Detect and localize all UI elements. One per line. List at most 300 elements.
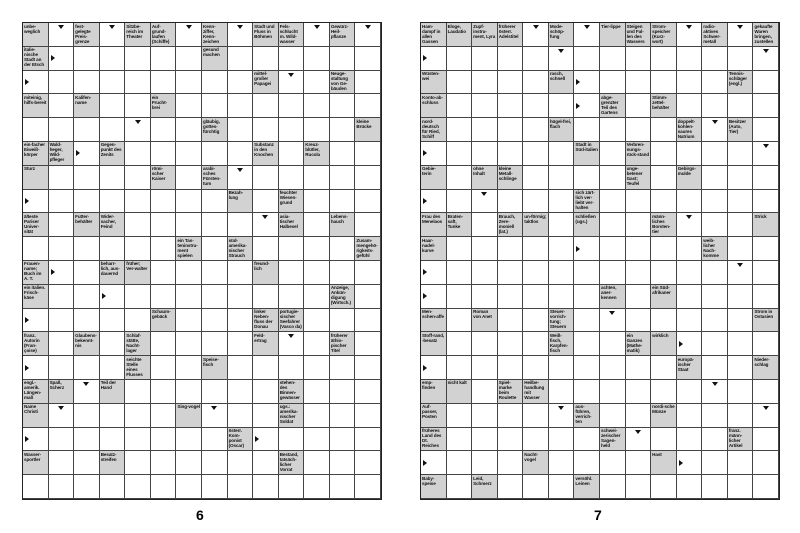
answer-cell[interactable] — [472, 332, 498, 356]
answer-cell[interactable] — [23, 475, 49, 499]
answer-cell[interactable] — [574, 380, 600, 404]
answer-cell[interactable] — [702, 309, 728, 333]
answer-cell[interactable] — [125, 237, 151, 261]
answer-cell[interactable] — [728, 94, 754, 118]
answer-cell[interactable] — [49, 166, 75, 190]
answer-cell[interactable] — [151, 71, 177, 95]
answer-cell[interactable] — [151, 285, 177, 309]
answer-cell[interactable] — [304, 166, 330, 190]
answer-cell[interactable] — [355, 94, 381, 118]
answer-cell[interactable] — [279, 71, 305, 95]
answer-cell[interactable] — [330, 451, 356, 475]
answer-cell[interactable] — [74, 475, 100, 499]
answer-cell[interactable] — [728, 142, 754, 166]
answer-cell[interactable] — [151, 47, 177, 71]
answer-cell[interactable] — [523, 166, 549, 190]
answer-cell[interactable] — [176, 190, 202, 214]
answer-cell[interactable] — [279, 118, 305, 142]
answer-cell[interactable] — [330, 190, 356, 214]
answer-cell[interactable] — [600, 356, 626, 380]
answer-cell[interactable] — [753, 285, 779, 309]
answer-cell[interactable] — [472, 428, 498, 452]
answer-cell[interactable] — [651, 261, 677, 285]
answer-cell[interactable] — [49, 94, 75, 118]
answer-cell[interactable] — [447, 285, 473, 309]
answer-cell[interactable] — [574, 309, 600, 333]
answer-cell[interactable] — [228, 71, 254, 95]
answer-cell[interactable] — [228, 356, 254, 380]
answer-cell[interactable] — [304, 23, 330, 47]
answer-cell[interactable] — [355, 166, 381, 190]
answer-cell[interactable] — [49, 309, 75, 333]
answer-cell[interactable] — [49, 356, 75, 380]
answer-cell[interactable] — [355, 428, 381, 452]
answer-cell[interactable] — [100, 428, 126, 452]
answer-cell[interactable] — [176, 213, 202, 237]
answer-cell[interactable] — [549, 428, 575, 452]
answer-cell[interactable] — [74, 71, 100, 95]
answer-cell[interactable] — [100, 309, 126, 333]
answer-cell[interactable] — [176, 475, 202, 499]
answer-cell[interactable] — [651, 380, 677, 404]
answer-cell[interactable] — [253, 94, 279, 118]
answer-cell[interactable] — [549, 261, 575, 285]
answer-cell[interactable] — [728, 475, 754, 499]
answer-cell[interactable] — [523, 309, 549, 333]
answer-cell[interactable] — [23, 309, 49, 333]
answer-cell[interactable] — [49, 71, 75, 95]
answer-cell[interactable] — [202, 261, 228, 285]
answer-cell[interactable] — [677, 404, 703, 428]
answer-cell[interactable] — [702, 380, 728, 404]
answer-cell[interactable] — [549, 237, 575, 261]
answer-cell[interactable] — [304, 285, 330, 309]
answer-cell[interactable] — [355, 142, 381, 166]
answer-cell[interactable] — [447, 118, 473, 142]
answer-cell[interactable] — [125, 166, 151, 190]
answer-cell[interactable] — [253, 237, 279, 261]
answer-cell[interactable] — [728, 380, 754, 404]
answer-cell[interactable] — [253, 213, 279, 237]
answer-cell[interactable] — [600, 118, 626, 142]
answer-cell[interactable] — [753, 142, 779, 166]
answer-cell[interactable] — [74, 237, 100, 261]
answer-cell[interactable] — [100, 285, 126, 309]
answer-cell[interactable] — [472, 451, 498, 475]
answer-cell[interactable] — [23, 237, 49, 261]
answer-cell[interactable] — [202, 94, 228, 118]
answer-cell[interactable] — [176, 285, 202, 309]
answer-cell[interactable] — [523, 71, 549, 95]
answer-cell[interactable] — [202, 332, 228, 356]
answer-cell[interactable] — [600, 71, 626, 95]
answer-cell[interactable] — [498, 190, 524, 214]
answer-cell[interactable] — [651, 142, 677, 166]
answer-cell[interactable] — [472, 237, 498, 261]
answer-cell[interactable] — [100, 404, 126, 428]
answer-cell[interactable] — [228, 23, 254, 47]
answer-cell[interactable] — [447, 332, 473, 356]
answer-cell[interactable] — [677, 285, 703, 309]
answer-cell[interactable] — [677, 380, 703, 404]
answer-cell[interactable] — [498, 47, 524, 71]
answer-cell[interactable] — [677, 428, 703, 452]
answer-cell[interactable] — [523, 94, 549, 118]
answer-cell[interactable] — [626, 451, 652, 475]
answer-cell[interactable] — [279, 261, 305, 285]
answer-cell[interactable] — [728, 23, 754, 47]
answer-cell[interactable] — [202, 475, 228, 499]
answer-cell[interactable] — [355, 71, 381, 95]
answer-cell[interactable] — [549, 166, 575, 190]
answer-cell[interactable] — [279, 237, 305, 261]
answer-cell[interactable] — [125, 213, 151, 237]
answer-cell[interactable] — [202, 404, 228, 428]
answer-cell[interactable] — [523, 190, 549, 214]
answer-cell[interactable] — [202, 451, 228, 475]
answer-cell[interactable] — [125, 142, 151, 166]
answer-cell[interactable] — [228, 404, 254, 428]
answer-cell[interactable] — [100, 332, 126, 356]
answer-cell[interactable] — [176, 428, 202, 452]
answer-cell[interactable] — [330, 47, 356, 71]
answer-cell[interactable] — [228, 213, 254, 237]
answer-cell[interactable] — [523, 142, 549, 166]
answer-cell[interactable] — [626, 309, 652, 333]
answer-cell[interactable] — [100, 118, 126, 142]
answer-cell[interactable] — [626, 71, 652, 95]
answer-cell[interactable] — [523, 404, 549, 428]
answer-cell[interactable] — [279, 475, 305, 499]
answer-cell[interactable] — [472, 71, 498, 95]
answer-cell[interactable] — [355, 213, 381, 237]
answer-cell[interactable] — [498, 237, 524, 261]
answer-cell[interactable] — [574, 285, 600, 309]
answer-cell[interactable] — [728, 285, 754, 309]
answer-cell[interactable] — [304, 71, 330, 95]
answer-cell[interactable] — [421, 47, 447, 71]
answer-cell[interactable] — [574, 237, 600, 261]
answer-cell[interactable] — [472, 118, 498, 142]
answer-cell[interactable] — [355, 23, 381, 47]
answer-cell[interactable] — [728, 309, 754, 333]
answer-cell[interactable] — [447, 47, 473, 71]
answer-cell[interactable] — [574, 118, 600, 142]
answer-cell[interactable] — [176, 23, 202, 47]
answer-cell[interactable] — [176, 166, 202, 190]
answer-cell[interactable] — [74, 166, 100, 190]
answer-cell[interactable] — [626, 356, 652, 380]
answer-cell[interactable] — [330, 356, 356, 380]
answer-cell[interactable] — [523, 475, 549, 499]
answer-cell[interactable] — [600, 166, 626, 190]
answer-cell[interactable] — [472, 285, 498, 309]
answer-cell[interactable] — [523, 428, 549, 452]
answer-cell[interactable] — [702, 71, 728, 95]
answer-cell[interactable] — [100, 23, 126, 47]
answer-cell[interactable] — [421, 190, 447, 214]
answer-cell[interactable] — [728, 332, 754, 356]
answer-cell[interactable] — [626, 237, 652, 261]
answer-cell[interactable] — [74, 285, 100, 309]
answer-cell[interactable] — [702, 332, 728, 356]
answer-cell[interactable] — [753, 451, 779, 475]
answer-cell[interactable] — [228, 166, 254, 190]
answer-cell[interactable] — [651, 237, 677, 261]
answer-cell[interactable] — [498, 118, 524, 142]
answer-cell[interactable] — [279, 47, 305, 71]
answer-cell[interactable] — [549, 404, 575, 428]
answer-cell[interactable] — [355, 451, 381, 475]
answer-cell[interactable] — [753, 166, 779, 190]
answer-cell[interactable] — [702, 356, 728, 380]
answer-cell[interactable] — [253, 404, 279, 428]
answer-cell[interactable] — [600, 332, 626, 356]
answer-cell[interactable] — [728, 47, 754, 71]
answer-cell[interactable] — [447, 404, 473, 428]
answer-cell[interactable] — [49, 475, 75, 499]
answer-cell[interactable] — [498, 285, 524, 309]
answer-cell[interactable] — [151, 380, 177, 404]
answer-cell[interactable] — [549, 94, 575, 118]
answer-cell[interactable] — [574, 332, 600, 356]
answer-cell[interactable] — [49, 213, 75, 237]
answer-cell[interactable] — [228, 118, 254, 142]
answer-cell[interactable] — [253, 475, 279, 499]
answer-cell[interactable] — [304, 237, 330, 261]
answer-cell[interactable] — [498, 356, 524, 380]
answer-cell[interactable] — [498, 71, 524, 95]
answer-cell[interactable] — [304, 213, 330, 237]
answer-cell[interactable] — [626, 380, 652, 404]
answer-cell[interactable] — [651, 309, 677, 333]
answer-cell[interactable] — [151, 356, 177, 380]
answer-cell[interactable] — [49, 404, 75, 428]
answer-cell[interactable] — [355, 47, 381, 71]
answer-cell[interactable] — [330, 166, 356, 190]
answer-cell[interactable] — [677, 261, 703, 285]
answer-cell[interactable] — [355, 190, 381, 214]
answer-cell[interactable] — [253, 47, 279, 71]
answer-cell[interactable] — [677, 47, 703, 71]
answer-cell[interactable] — [728, 166, 754, 190]
answer-cell[interactable] — [176, 94, 202, 118]
answer-cell[interactable] — [753, 190, 779, 214]
answer-cell[interactable] — [202, 71, 228, 95]
answer-cell[interactable] — [574, 428, 600, 452]
answer-cell[interactable] — [677, 71, 703, 95]
answer-cell[interactable] — [498, 94, 524, 118]
answer-cell[interactable] — [355, 309, 381, 333]
answer-cell[interactable] — [355, 475, 381, 499]
answer-cell[interactable] — [677, 23, 703, 47]
answer-cell[interactable] — [330, 428, 356, 452]
answer-cell[interactable] — [447, 71, 473, 95]
answer-cell[interactable] — [651, 356, 677, 380]
answer-cell[interactable] — [49, 332, 75, 356]
answer-cell[interactable] — [355, 285, 381, 309]
answer-cell[interactable] — [574, 166, 600, 190]
answer-cell[interactable] — [421, 451, 447, 475]
answer-cell[interactable] — [447, 356, 473, 380]
answer-cell[interactable] — [523, 237, 549, 261]
answer-cell[interactable] — [498, 332, 524, 356]
answer-cell[interactable] — [125, 428, 151, 452]
answer-cell[interactable] — [549, 380, 575, 404]
answer-cell[interactable] — [728, 237, 754, 261]
answer-cell[interactable] — [600, 475, 626, 499]
answer-cell[interactable] — [253, 285, 279, 309]
answer-cell[interactable] — [677, 475, 703, 499]
answer-cell[interactable] — [304, 94, 330, 118]
answer-cell[interactable] — [600, 309, 626, 333]
answer-cell[interactable] — [728, 261, 754, 285]
answer-cell[interactable] — [626, 213, 652, 237]
answer-cell[interactable] — [330, 309, 356, 333]
answer-cell[interactable] — [651, 166, 677, 190]
answer-cell[interactable] — [151, 261, 177, 285]
answer-cell[interactable] — [753, 47, 779, 71]
answer-cell[interactable] — [600, 261, 626, 285]
answer-cell[interactable] — [304, 309, 330, 333]
answer-cell[interactable] — [447, 475, 473, 499]
answer-cell[interactable] — [49, 190, 75, 214]
answer-cell[interactable] — [677, 94, 703, 118]
answer-cell[interactable] — [202, 190, 228, 214]
answer-cell[interactable] — [600, 404, 626, 428]
answer-cell[interactable] — [447, 428, 473, 452]
answer-cell[interactable] — [574, 23, 600, 47]
answer-cell[interactable] — [421, 261, 447, 285]
answer-cell[interactable] — [151, 404, 177, 428]
answer-cell[interactable] — [125, 118, 151, 142]
answer-cell[interactable] — [651, 428, 677, 452]
answer-cell[interactable] — [753, 380, 779, 404]
answer-cell[interactable] — [74, 404, 100, 428]
answer-cell[interactable] — [447, 142, 473, 166]
answer-cell[interactable] — [279, 428, 305, 452]
answer-cell[interactable] — [702, 94, 728, 118]
answer-cell[interactable] — [202, 380, 228, 404]
answer-cell[interactable] — [355, 404, 381, 428]
answer-cell[interactable] — [202, 428, 228, 452]
answer-cell[interactable] — [253, 451, 279, 475]
answer-cell[interactable] — [574, 261, 600, 285]
answer-cell[interactable] — [574, 356, 600, 380]
answer-cell[interactable] — [279, 332, 305, 356]
answer-cell[interactable] — [74, 142, 100, 166]
answer-cell[interactable] — [472, 404, 498, 428]
answer-cell[interactable] — [202, 285, 228, 309]
answer-cell[interactable] — [498, 475, 524, 499]
answer-cell[interactable] — [447, 190, 473, 214]
answer-cell[interactable] — [728, 213, 754, 237]
answer-cell[interactable] — [253, 380, 279, 404]
answer-cell[interactable] — [125, 47, 151, 71]
answer-cell[interactable] — [228, 142, 254, 166]
answer-cell[interactable] — [702, 213, 728, 237]
answer-cell[interactable] — [23, 190, 49, 214]
answer-cell[interactable] — [600, 451, 626, 475]
answer-cell[interactable] — [304, 404, 330, 428]
answer-cell[interactable] — [677, 213, 703, 237]
answer-cell[interactable] — [753, 71, 779, 95]
answer-cell[interactable] — [23, 118, 49, 142]
answer-cell[interactable] — [151, 190, 177, 214]
answer-cell[interactable] — [330, 261, 356, 285]
answer-cell[interactable] — [228, 332, 254, 356]
answer-cell[interactable] — [753, 118, 779, 142]
answer-cell[interactable] — [151, 142, 177, 166]
answer-cell[interactable] — [202, 309, 228, 333]
answer-cell[interactable] — [549, 285, 575, 309]
answer-cell[interactable] — [447, 261, 473, 285]
answer-cell[interactable] — [651, 475, 677, 499]
answer-cell[interactable] — [151, 332, 177, 356]
answer-cell[interactable] — [74, 428, 100, 452]
answer-cell[interactable] — [228, 309, 254, 333]
answer-cell[interactable] — [728, 404, 754, 428]
answer-cell[interactable] — [49, 118, 75, 142]
answer-cell[interactable] — [74, 309, 100, 333]
answer-cell[interactable] — [753, 332, 779, 356]
answer-cell[interactable] — [702, 404, 728, 428]
answer-cell[interactable] — [125, 309, 151, 333]
answer-cell[interactable] — [100, 94, 126, 118]
answer-cell[interactable] — [472, 261, 498, 285]
answer-cell[interactable] — [176, 309, 202, 333]
answer-cell[interactable] — [753, 428, 779, 452]
answer-cell[interactable] — [125, 451, 151, 475]
answer-cell[interactable] — [549, 356, 575, 380]
answer-cell[interactable] — [74, 47, 100, 71]
answer-cell[interactable] — [330, 404, 356, 428]
answer-cell[interactable] — [253, 166, 279, 190]
answer-cell[interactable] — [651, 71, 677, 95]
answer-cell[interactable] — [498, 428, 524, 452]
answer-cell[interactable] — [626, 428, 652, 452]
answer-cell[interactable] — [253, 118, 279, 142]
answer-cell[interactable] — [151, 428, 177, 452]
answer-cell[interactable] — [151, 237, 177, 261]
answer-cell[interactable] — [523, 285, 549, 309]
answer-cell[interactable] — [228, 94, 254, 118]
answer-cell[interactable] — [600, 190, 626, 214]
answer-cell[interactable] — [176, 332, 202, 356]
answer-cell[interactable] — [100, 190, 126, 214]
answer-cell[interactable] — [330, 237, 356, 261]
answer-cell[interactable] — [355, 332, 381, 356]
answer-cell[interactable] — [447, 166, 473, 190]
answer-cell[interactable] — [279, 356, 305, 380]
answer-cell[interactable] — [651, 118, 677, 142]
answer-cell[interactable] — [702, 261, 728, 285]
answer-cell[interactable] — [472, 190, 498, 214]
answer-cell[interactable] — [626, 404, 652, 428]
answer-cell[interactable] — [49, 285, 75, 309]
answer-cell[interactable] — [304, 190, 330, 214]
answer-cell[interactable] — [626, 47, 652, 71]
answer-cell[interactable] — [574, 47, 600, 71]
answer-cell[interactable] — [74, 380, 100, 404]
answer-cell[interactable] — [447, 94, 473, 118]
answer-cell[interactable] — [202, 237, 228, 261]
answer-cell[interactable] — [523, 23, 549, 47]
answer-cell[interactable] — [677, 142, 703, 166]
answer-cell[interactable] — [702, 190, 728, 214]
answer-cell[interactable] — [330, 475, 356, 499]
answer-cell[interactable] — [125, 190, 151, 214]
